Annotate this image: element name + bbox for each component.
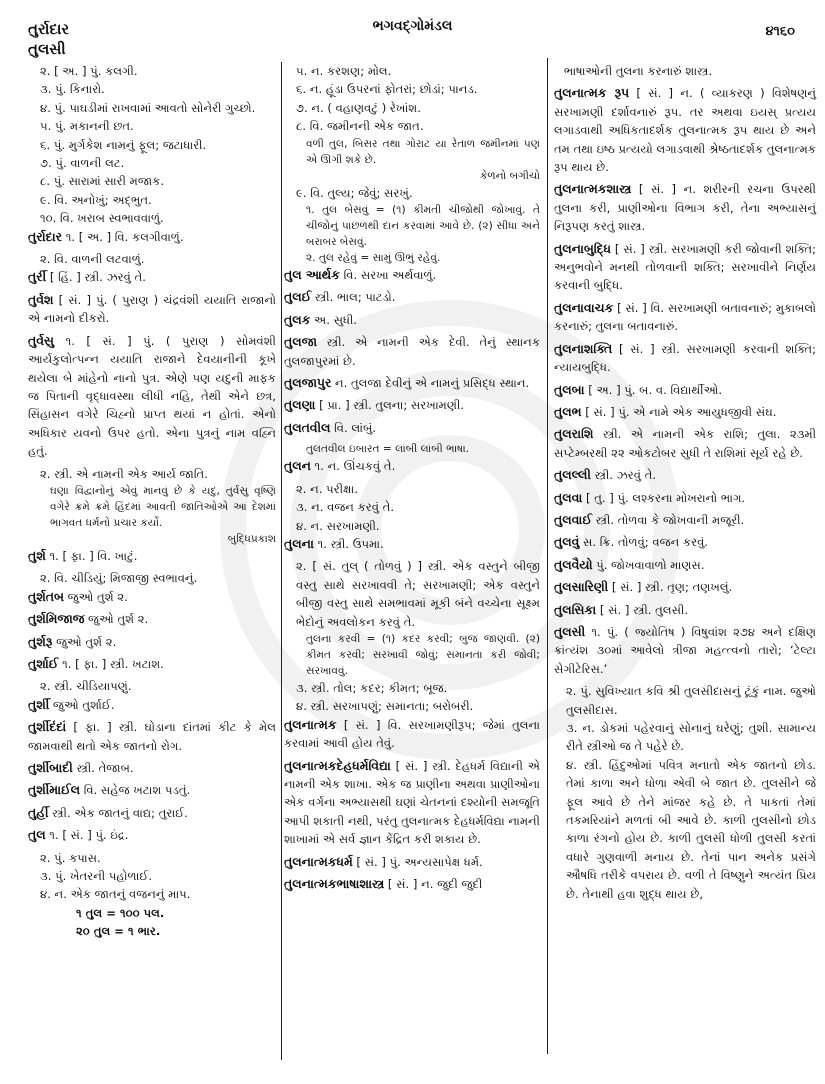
dictionary-entry — [284, 288, 540, 306]
dictionary-entry — [554, 556, 816, 574]
entry-definition: અ. સુધી. — [314, 312, 357, 327]
sense-line: ૨. પું. કપાસ. — [40, 850, 101, 865]
entry-headword: તુલ — [28, 827, 46, 843]
entry-definition: [ સં. ] સ્ત્રી. દેહધર્મ વિદ્યાની એ નામની એક શાખા. એક જ પ્રાણીના અથવા પ્રાણીઓના એક વર્ગના અભ્યાસથી ઘણાં ચેતનનાં દશ્યોની સમજૂતિ આપી શકાતી નથી, પરંતુ તુલનાત્મક દેહધર્મવિદ્યા નામની શાખામાં એ સર્વ જ્ઞાન કેંદ્રિત કરી શકાય છે. — [284, 758, 540, 847]
entry-headword: તુલણા — [284, 397, 316, 413]
entry-headword: તુલઈ — [284, 289, 312, 305]
entry-headword: તુલવા — [554, 489, 583, 505]
guide-word-last: તુલસી — [28, 40, 66, 58]
entry-headword: તુર્શમિજાજ — [28, 611, 85, 627]
entry-headword: તુર્શીમાઈલ — [28, 782, 81, 798]
sense-line: ૯. વિ. અનોખું; અદ્ભુત. — [40, 192, 152, 207]
entry-definition: [ સં. ] સ્ત્રી. સરખામણી કરવાની શક્તિ; ન્યાયબુદ્ધિ. — [554, 341, 816, 375]
entry-definition: વિ. લાંબું. — [334, 420, 376, 435]
column-middle — [284, 62, 540, 897]
entry-definition: સ્ત્રી. ભાલ; પાટડો. — [314, 290, 396, 305]
quote-source: બુદ્ધિપ્રકાશ — [227, 532, 276, 545]
entry-definition: સ્ત્રી. એ નામની એક દેવી. તેનું સ્થાનક તુલજાપુરમાં છે. — [284, 335, 541, 368]
measure-equation: ૧ તુલ = ૧૦૦ પલ. — [76, 905, 165, 920]
sense-line: ૨. [ સં. તુલ્ ( તોળવું ) ] સ્ત્રી. એક વસ્તુને બીજી વસ્તુ સાથે સરખાવવી તે; સરખામણી; એક વસ્તુને બીજી વસ્તુ સાથે સમભાવમાં મૂકી બંને વચ્ચેના સૂક્ષ્મ ભેદોનું અવલોકન કરવું તે. — [296, 559, 540, 629]
dictionary-entry — [284, 716, 540, 753]
sense-line: ૨. ન. પરીક્ષા. — [296, 481, 358, 496]
sense-line: ૪. સ્ત્રી. હિંદુઓમાં પવિત્ર મનાતો એક જાતનો છોડ. તેમાં કાળા અને ધોળા એવી બે જાત છે. તુલસીને જે ફૂલ આવે છે તેને માંજર કહે છે. તે પાકતાં તેમાં તકમરિયાંને મળતાં બી આવે છે. કાળી તુલસીનો છોડ કાળા રંગનો હોય છે. કાળી તુલસી ધોળી તુલસી કરતાં વધારે ગુણવાળી મનાય છે. તેનાં પાન અનેક પ્રસંગે ઔષધિ તરીકે વપરાય છે. વળી તે વિષ્ણુને અત્યંત પ્રિય છે. તેનાથી હવા શુદ્ધ થાય છે, — [566, 757, 816, 901]
sense-line: ૭. પું. વાળની લટ. — [40, 156, 125, 171]
entry-definition: [ તુ. ] પું. લશ્કરના મોખરાનો ભાગ. — [586, 490, 746, 505]
entry-headword: તુલતવીલ — [284, 419, 331, 435]
sense-line: ૨. વિ. ચીડિયું; મિજાજી સ્વભાવનું. — [40, 571, 198, 586]
dictionary-entry — [28, 547, 276, 565]
entry-definition: [ સં. ] વિ. સરખામણી બતાવનારું; મુકાબલો કરનારું; તુલના બતાવનારું. — [554, 300, 817, 334]
usage-quote: ૧. તુલ બેસવું = (૧) કીમતી ચીજોથી જોખાવું. તે ચીજોનું પાછળથી દાન કરવામાં આવે છે. (૨) સીધા અને બરાબર બેસવું. — [306, 204, 540, 249]
entry-headword: તુલનાવાચક — [554, 299, 614, 315]
entry-definition: ૧. [ ફા. ] સ્ત્રી. ખટાશ. — [62, 656, 164, 671]
entry-headword: તુલબા — [554, 381, 585, 397]
dictionary-entry — [284, 853, 540, 871]
entry-definition: [ સં. ] વિ. સરખામણીરૂપ; જેમાં તુલના કરવામાં આવી હોય તેવું. — [284, 717, 540, 751]
dictionary-entry — [554, 84, 816, 176]
entry-definition: જુઓ તુર્શાઈ. — [53, 697, 115, 712]
dictionary-entry — [284, 374, 540, 392]
book-title: ભગવદ્ગોમંડલ — [372, 18, 453, 34]
entry-definition: [ સં. ] સ્ત્રી. તૃણ; તણખલું. — [611, 580, 733, 595]
dictionary-entry — [28, 588, 276, 606]
entry-headword: તુલક — [284, 311, 311, 327]
entry-definition: સ્ત્રી. એ નામની એક રાશિ; તુલા. ૨૩મી સપ્ટેમ્બરથી ૨૨ ઓકટોબર સુધી તે રાશિમાં સૂર્ય રહે છે. — [554, 427, 817, 460]
entry-definition: ૧. પું. ( જ્યોતિષ ) વિષુવાંશ ૨૭૪ અને દક્ષિણ ક્રાંત્યંશ ૩૦માં આવેલો ત્રીજા મહત્ત્વનો તારો; ‘ટેલ્ટા સેગીટેરિસ.’ — [554, 624, 816, 676]
entry-headword: તુર્હી — [28, 804, 49, 820]
entry-definition: [ ફા. ] સ્ત્રી. ઘોડાના દાંતમાં કીટ કે મેલ જામવાથી થતો એક જાતનો રોગ. — [28, 720, 276, 753]
entry-headword: તુલજાપુર — [284, 375, 332, 391]
entry-definition: ૧. સ્ત્રી. ઉપમા. — [317, 536, 384, 551]
entry-headword: તુર્શાઈ — [28, 655, 59, 671]
usage-quote: ઘણા વિદ્વાનોનું એવું માનવું છે કે યદુ, તુર્વસુ વૃષ્ણિ વગેરે ક્રમે ક્રમે હિંદમાં આવતી જાતિઓએ આ દેશમાં ભાગવત ધર્મનો પ્રચાર કર્યો. — [50, 484, 276, 529]
sense-line: ૨. પું. સુવિખ્યાત કવિ શ્રી તુલસીદાસનું ટૂંકું નામ. જુઓ તુલસીદાસ. — [566, 684, 816, 717]
dictionary-entry — [28, 759, 276, 777]
dictionary-entry — [28, 291, 276, 328]
dictionary-entry — [284, 757, 540, 849]
entry-definition: પું. જોખવાવાળો માણસ. — [596, 557, 705, 572]
dictionary-entry — [284, 333, 540, 370]
dictionary-entry — [284, 266, 540, 284]
entry-definition: [ સં. ] પું. અન્યસાપેક્ષ ધર્મ. — [356, 854, 483, 869]
entry-headword: તુલવાઈ — [554, 511, 592, 527]
entry-definition: ૧. [ અ. ] વિ. કલગીવાળું. — [65, 229, 184, 244]
dictionary-entry — [554, 601, 816, 619]
quote-source: કેળનો બગીચો — [479, 169, 540, 182]
entry-headword: તુલનાત્મકધર્મ — [284, 853, 353, 869]
entry-definition: ૧. [ સં. ] પું. ઇંદ્ર. — [49, 828, 129, 843]
sense-line: ૧૦. વિ. ખરાબ સ્વભાવવાળું. — [40, 211, 164, 226]
entry-headword: તુલવૈયો — [554, 556, 593, 572]
dictionary-entry — [284, 875, 540, 893]
entry-definition: સ્ત્રી. ઝરવું તે. — [594, 468, 657, 483]
entry-headword: તુલભ — [554, 403, 582, 419]
entry-definition: જુઓ તુર્શ ૨. — [67, 589, 128, 604]
entry-headword: તુલનાબુદ્ધિ — [554, 240, 611, 256]
dictionary-columns — [22, 62, 817, 1062]
dictionary-entry — [554, 340, 816, 377]
dictionary-entry — [554, 533, 816, 551]
page-number: ૪૧૬૦ — [765, 24, 795, 39]
dictionary-entry — [28, 332, 276, 461]
sense-line: ૮. પું. સારામાં સારી મજાક. — [40, 174, 165, 189]
entry-definition: [ સં. ] પું. ( પુરાણ ) ચંદ્રવંશી યયાતિ રાજાનો એ નામનો દીકરો. — [28, 292, 276, 326]
sense-line: ૪. સ્ત્રી. સરખાપણું; સમાનતા; બરોબરી. — [296, 699, 474, 714]
page-header — [0, 0, 825, 60]
entry-headword: તુલલ્લી — [554, 467, 591, 483]
entry-headword: તુલસિકા — [554, 601, 597, 617]
entry-definition: ૧. ન. ઊંચકવું તે. — [314, 459, 396, 474]
usage-quote: ૨. તુલ રહેવું = સામું ઊભું રહેવું. — [306, 252, 441, 265]
dictionary-entry — [554, 425, 816, 462]
entry-headword: તુર્શી — [28, 696, 50, 712]
continued-text: ભાષાઓની તુલના કરનારું શાસ્ત્ર. — [564, 64, 713, 78]
column-right — [554, 62, 816, 903]
measure-equation: ૨૦ તુલ = ૧ ભાર. — [76, 923, 161, 938]
entry-definition: વિ. સરખા અર્થવાળું. — [343, 268, 437, 283]
dictionary-entry — [28, 228, 276, 246]
dictionary-entry — [554, 466, 816, 484]
entry-definition: સ્ત્રી. તેજાબ. — [76, 761, 134, 775]
dictionary-entry — [554, 578, 816, 596]
dictionary-entry — [284, 419, 540, 437]
entry-headword: તુલન — [284, 458, 311, 474]
entry-headword: તુર્વસુ — [28, 332, 54, 348]
entry-headword: તુલનાત્મક રૂપ — [554, 85, 630, 101]
sense-line: ૯. વિ. તુલ્ય; જેવું; સરખું. — [296, 185, 413, 200]
entry-definition: ૧. [ સં. ] પું. ( પુરાણ ) સોમવંશી આર્યકુલોત્પન્ન યયાતિ રાજાને દેવયાનીની કૂખે થયેલા બે માંહેનો નાનો પુત્ર. એણે પણ યદુની માફક જ પિતાની વૃદ્ધાવસ્થા લીધી નહિ, તેથી એને છત્ર, સિંહાસન વગેરે ચિહ્નો પ્રાપ્ત થયાં ન હોતાં. એનો અધિકાર યવનો ઉપર હતો. એના પુત્રનું નામ વહ્નિ હતું. — [28, 333, 276, 459]
entry-definition: [ અ. ] પું. બ. વ. વિદ્યાર્થીઓ. — [588, 382, 722, 397]
usage-quote: તુલતવીલ ઇબારત = લાંબી લાંબી ભાષા. — [306, 443, 470, 456]
dictionary-entry — [284, 311, 540, 329]
dictionary-entry — [554, 180, 816, 235]
entry-definition: સ્ત્રી. તોળવા કે જોખવાની મજૂરી. — [595, 512, 745, 527]
entry-headword: તુર્શતબ — [28, 588, 64, 604]
sense-line: ૨. [ અ. ] પું. કલગી. — [40, 64, 138, 78]
entry-headword: તુલનાત્મકભાષાશાસ્ત્ર — [284, 876, 385, 891]
dictionary-entry — [284, 457, 540, 475]
entry-headword: તુર્વશ — [28, 291, 54, 307]
entry-definition: [ સં. ] ન. શરીરની રચના ઉપરથી તુલના કરી, પ્રાણીઓના વિભાગ કરી, તેના અભ્યાસનું નિરૂપણ કરતું શાસ્ત્ર. — [554, 182, 816, 234]
entry-definition: [ સં. ] સ્ત્રી. સરખામણી કરી જોવાની શક્તિ; અનુભવોને મનથી તોળવાની શક્તિ; સરખાવીને નિર્ણય કરવાની બુદ્ધિ. — [554, 241, 817, 293]
entry-definition: [ સં. ] પું. એ નામે એક આયુધજીવી સંઘ. — [585, 404, 777, 419]
sense-line: ૭. ન. ( વહાણવટું ) રેખાંશ. — [296, 100, 421, 115]
usage-quote: તુલના કરવી = (૧) કદર કરવી; બુજ જાણવી. (૨) કીમત કરવી; સરખાવી જોવું; સમાનતા કરી જોવી; સરખાવવું. — [306, 632, 540, 677]
column-divider — [281, 62, 282, 1060]
dictionary-entry — [554, 511, 816, 529]
dictionary-entry — [554, 240, 816, 295]
dictionary-entry — [28, 781, 276, 799]
entry-headword: તુલસી — [554, 623, 586, 639]
entry-headword: તુર્રાદાર — [28, 228, 63, 244]
dictionary-entry — [28, 610, 276, 628]
entry-headword: તુર્શરૂ — [28, 633, 53, 649]
entry-headword: તુર્શ — [28, 547, 46, 563]
sense-line: ૨. સ્ત્રી. ચીડિયાપણું. — [40, 679, 132, 694]
sense-line: ૩. ન. ડોકમાં પહેરવાનું સોનાનું ઘરેણું; તુશી. સામાન્ય રીતે સ્ત્રીઓ જ તે પહેરે છે. — [566, 721, 816, 754]
entry-definition: [ પ્રા. ] સ્ત્રી. તુલના; સરખામણી. — [319, 398, 464, 413]
entry-definition: જુઓ તુર્શ ૨. — [88, 612, 149, 627]
entry-headword: તુર્રી — [28, 269, 47, 285]
sense-line: ૩. પું. ખેતરની પહોળાઈ. — [40, 869, 153, 884]
entry-definition: સ્ત્રી. એક જાતનું વાદ્ય; તુરાઈ. — [52, 805, 188, 820]
dictionary-entry — [28, 718, 276, 755]
column-divider — [547, 58, 548, 1054]
entry-definition: ૧. [ ફા. ] વિ. ખાટું. — [49, 548, 138, 563]
entry-headword: તુલના — [284, 535, 314, 551]
entry-definition: [ સં. ] ન. ( વ્યાકરણ ) વિશેષણનું સરખામણી દર્શાવનારું રૂપ. તર અથવા ઇયસ્ પ્રત્યય લગાડવાથી અધિકતાદર્શક તુલનાત્મક રૂપ થાય છે અને તમ તથા ઇષ્ઠ પ્રત્યયો લગાડવાથી શ્રેષ્ઠતાદર્શક તુલનાત્મક રૂપ થાય છે. — [554, 86, 816, 175]
sense-line: ૨. સ્ત્રી. એ નામની એક આર્ય જાતિ. — [40, 466, 208, 481]
sense-line: ૬. ન. હૂંડા ઉપરનાં ફોતરાં; છોડાં; પાનડ. — [296, 82, 478, 97]
column-left — [28, 62, 276, 940]
entry-definition: [ સં. ] સ્ત્રી. તુલસી. — [599, 602, 689, 617]
dictionary-entry — [28, 804, 276, 822]
sense-line: ૩. સ્ત્રી. તોલ; કદર; કીમત; બૂજ. — [296, 680, 448, 695]
dictionary-entry — [28, 826, 276, 844]
dictionary-entry — [28, 633, 276, 651]
entry-headword: તુલરાશિ — [554, 426, 594, 442]
entry-definition: જુઓ તુર્શ ૨. — [56, 634, 117, 649]
entry-definition: ન. તુલજા દેવીનું એ નામનું પ્રસિદ્ધ સ્થાન. — [335, 376, 530, 391]
entry-definition: [ સં. ] ન. જુદી જુદી — [387, 877, 483, 891]
entry-headword: તુલવું — [554, 534, 580, 550]
dictionary-entry — [554, 299, 816, 336]
dictionary-entry — [284, 396, 540, 414]
entry-headword: તુલનાત્મકદેહધર્મવિદ્યા — [284, 757, 391, 773]
sense-line: ૫. ન. કરશણ; મોલ. — [296, 64, 392, 78]
usage-quote: વળી તુલ, બિસર તથા ગોરાટ યા રેતાળ જમીનમાં પણ એ ઊગી શકે છે. — [306, 137, 540, 166]
entry-definition: [ હિં. ] સ્ત્રી. ઝરવું તે. — [49, 270, 146, 285]
sense-line: ૩. ન. વજન કરવું તે. — [296, 500, 395, 515]
guide-word-first: તુર્રાદાર — [28, 20, 70, 38]
sense-line: ૪. ન. એક જાતનું વજનનું માપ. — [40, 887, 191, 902]
entry-headword: તુર્શીદંદાં — [28, 719, 67, 735]
dictionary-entry — [28, 268, 276, 286]
sense-line: ૫. પું. મકાનની છત. — [40, 119, 134, 134]
dictionary-entry — [554, 623, 816, 678]
dictionary-entry — [554, 403, 816, 421]
sense-line: ૮. વિ. જમીનની એક જાત. — [296, 119, 424, 134]
sense-line: ૪. ન. સરખામણી. — [296, 518, 380, 533]
entry-headword: તુલ આર્થક — [284, 267, 340, 283]
entry-headword: તુલનાત્મક — [284, 716, 337, 732]
dictionary-entry — [554, 489, 816, 507]
dictionary-entry — [28, 655, 276, 673]
sense-line: ૩. પું. કિનારો. — [40, 82, 105, 97]
entry-headword: તુલસારિણી — [554, 579, 609, 595]
dictionary-entry — [28, 696, 276, 714]
entry-definition: સ. ક્રિ. તોળવું; વજન કરવું. — [583, 535, 708, 550]
entry-definition: વિ. સહેજ ખટાશ પડતું. — [83, 783, 191, 798]
entry-headword: તુલનાશક્તિ — [554, 340, 613, 356]
sense-line: ૨. વિ. વાળની લટવાળું. — [40, 252, 145, 267]
sense-line: ૪. પું. પાઘડીમાં રાખવામાં આવતો સોનેરી ગુચ્છો. — [40, 100, 256, 115]
entry-headword: તુલનાત્મકશાસ્ત્ર — [554, 181, 632, 197]
dictionary-entry — [284, 535, 540, 553]
sense-line: ૬. પું. મુર્ગકેશ નામનું ફૂલ; જટાધારી. — [40, 137, 207, 152]
entry-headword: તુલજા — [284, 334, 317, 350]
entry-headword: તુર્શીબાદી — [28, 760, 73, 775]
dictionary-entry — [554, 381, 816, 399]
